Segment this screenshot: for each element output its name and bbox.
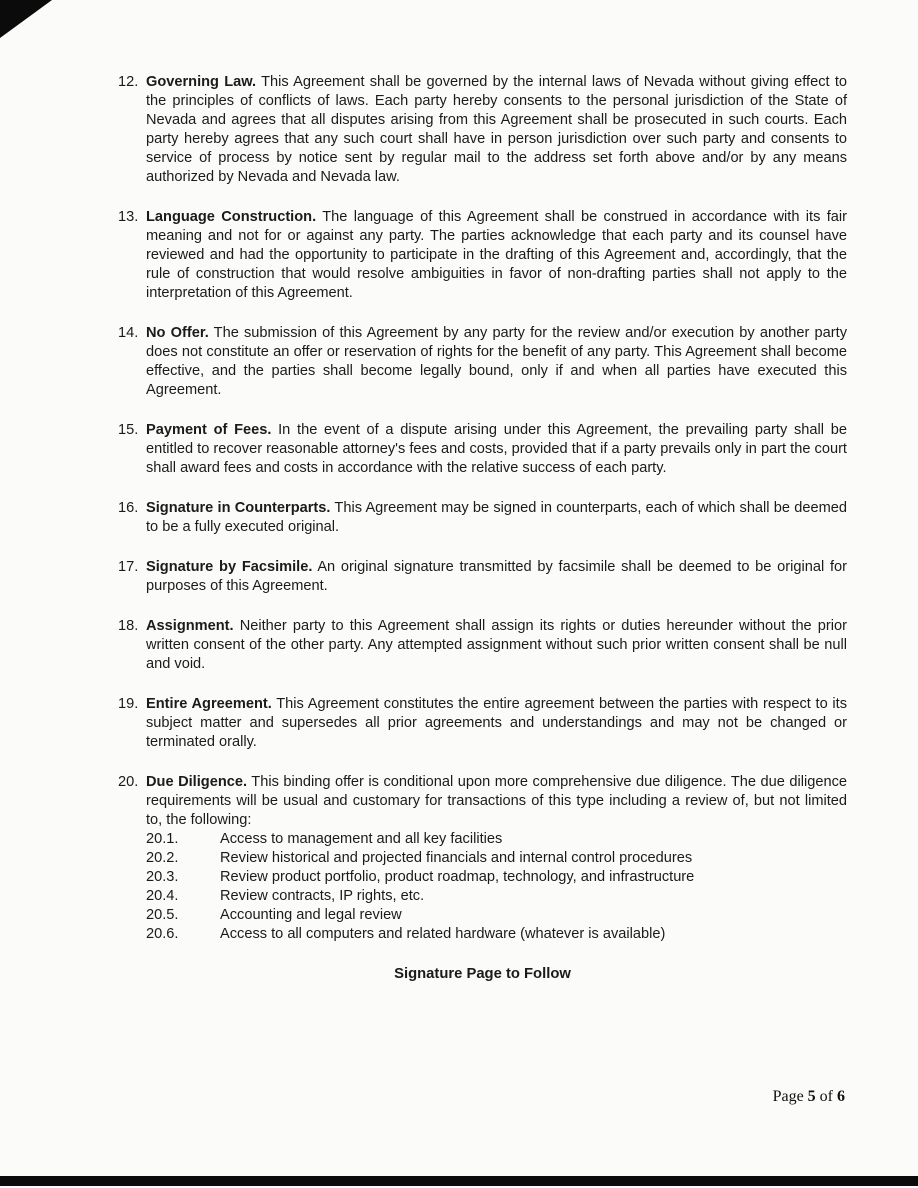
clause-title: Payment of Fees. — [146, 422, 272, 438]
clause-text — [146, 695, 847, 752]
clause-text — [146, 421, 847, 478]
clause-signature-in-counterparts — [118, 499, 847, 537]
footer-total-pages: 6 — [837, 1088, 845, 1105]
clause-number: 20. — [118, 774, 139, 790]
footer-page-number: 5 — [807, 1088, 816, 1105]
signature-page-note: Signature Page to Follow — [394, 966, 571, 982]
clause-number: 17. — [118, 559, 139, 575]
clause-number: 15. — [118, 422, 139, 438]
clause-number: 13. — [118, 209, 139, 225]
clause-text — [146, 499, 847, 537]
subitem-text: Access to management and all key facilities — [220, 831, 503, 847]
clause-title: Language Construction. — [146, 209, 317, 225]
clause-number: 19. — [118, 696, 139, 712]
list-item — [146, 849, 847, 868]
clause-body: This Agreement shall be governed by the internal laws of Nevada without giving effect to the principles of conflicts of laws. Each party hereby consents to the personal jurisdiction of the State of Nevada and agrees that all disputes arising from this Agreement shall be prosecuted in such courts. Each party hereby agrees that any such court shall have in person jurisdiction over such party and consents to service of process by notice sent by regular mail to the address set forth above and/or by any means authorized by Nevada and Nevada law. — [146, 74, 847, 185]
clause-due-diligence — [118, 773, 847, 944]
clause-body: Neither party to this Agreement shall assign its rights or duties hereunder without the prior written consent of the other party. Any attempted assignment without such prior written consent shall be null and void. — [146, 618, 847, 672]
clause-title: Assignment. — [146, 618, 234, 634]
list-item — [146, 887, 847, 906]
subitem-number: 20.4. — [146, 888, 179, 904]
clause-title: Signature by Facsimile. — [146, 559, 313, 575]
subitem-number: 20.5. — [146, 907, 179, 923]
clause-title: Signature in Counterparts. — [146, 500, 331, 516]
clause-body: The submission of this Agreement by any party for the review and/or execution by another party does not constitute an offer or reservation of rights for the benefit of any party. This Agreement shall become effective, and the parties shall become legally bound, only if and when all parties have executed this Agreement. — [146, 325, 847, 398]
subitem-text: Review product portfolio, product roadmap, technology, and infrastructure — [220, 869, 695, 885]
list-item — [146, 868, 847, 887]
clause-text — [146, 558, 847, 596]
subitem-text: Review historical and projected financials and internal control procedures — [220, 850, 693, 866]
subitem-text: Review contracts, IP rights, etc. — [220, 888, 425, 904]
clause-payment-of-fees — [118, 421, 847, 478]
clause-signature-by-facsimile — [118, 558, 847, 596]
clause-body: An original signature transmitted by facsimile shall be deemed to be original for purposes of this Agreement. — [146, 559, 847, 594]
subitem-text: Access to all computers and related hardware (whatever is available) — [220, 926, 666, 942]
list-item — [146, 830, 847, 849]
page-footer — [773, 1088, 845, 1106]
clause-body: The language of this Agreement shall be construed in accordance with its fair meaning and not for or against any party. The parties acknowledge that each party and its counsel have reviewed and had the opportunity to participate in the drafting of this Agreement and, accordingly, that the rule of construction that would resolve ambiguities in favor of non-drafting parties shall not apply to the interpretation of this Agreement. — [146, 209, 848, 301]
footer-prefix: Page — [772, 1088, 808, 1105]
scan-artifact-corner — [0, 0, 52, 38]
scan-artifact-bottom-bar — [0, 1176, 918, 1186]
footer-middle: of — [815, 1088, 837, 1105]
clause-number: 18. — [118, 618, 139, 634]
clause-language-construction — [118, 208, 847, 303]
clause-text — [146, 208, 847, 303]
clause-body: This Agreement may be signed in counterparts, each of which shall be deemed to be a fully executed original. — [146, 500, 847, 535]
clause-title: No Offer. — [146, 325, 209, 341]
due-diligence-list — [146, 830, 847, 944]
clause-number: 12. — [118, 74, 139, 90]
clause-number: 16. — [118, 500, 139, 516]
clause-body: In the event of a dispute arising under this Agreement, the prevailing party shall be entitled to recover reasonable attorney's fees and costs, provided that if a party prevails only in part the court shall award fees and costs in accordance with the relative success of each party. — [146, 422, 847, 476]
subitem-number: 20.2. — [146, 850, 179, 866]
clause-title: Entire Agreement. — [146, 696, 272, 712]
clause-text — [146, 617, 847, 674]
clause-assignment — [118, 617, 847, 674]
clause-title: Due Diligence. — [146, 774, 248, 790]
clause-text — [146, 324, 847, 400]
document-content — [118, 73, 847, 984]
clause-entire-agreement — [118, 695, 847, 752]
subitem-number: 20.1. — [146, 831, 179, 847]
subitem-number: 20.6. — [146, 926, 179, 942]
clause-governing-law — [118, 73, 847, 187]
subitem-number: 20.3. — [146, 869, 179, 885]
clause-no-offer — [118, 324, 847, 400]
clause-text — [146, 773, 847, 944]
clause-number: 14. — [118, 325, 139, 341]
clause-title: Governing Law. — [146, 74, 257, 90]
clause-intro — [146, 773, 847, 830]
clause-body: This binding offer is conditional upon more comprehensive due diligence. The due diligence requirements will be usual and customary for transactions of this type including a review of, but not limited to, the following: — [146, 774, 847, 828]
list-item — [146, 906, 847, 925]
list-item — [146, 925, 847, 944]
subitem-text: Accounting and legal review — [220, 907, 402, 923]
clause-text — [146, 73, 847, 187]
clause-body: This Agreement constitutes the entire agreement between the parties with respect to its subject matter and supersedes all prior agreements and understandings and may not be changed or terminated orally. — [146, 696, 847, 750]
